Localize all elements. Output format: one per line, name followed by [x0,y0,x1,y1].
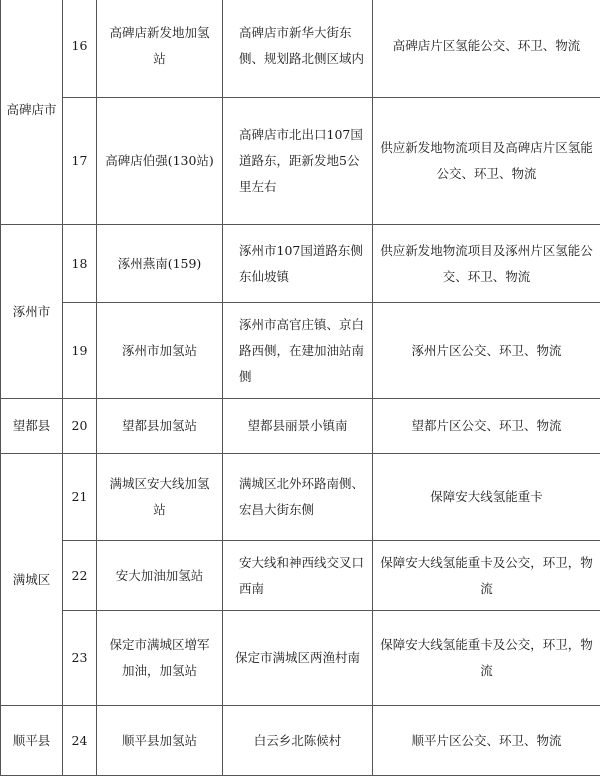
station-number: 22 [63,541,97,611]
station-purpose: 供应新发地物流项目及高碑店片区氢能公交、环卫、物流 [373,98,600,225]
station-name: 高碑店新发地加氢站 [97,0,223,98]
station-location: 安大线和神西线交叉口西南 [223,541,373,611]
station-location: 高碑店市北出口107国道路东，距新发地5公里左右 [223,98,373,225]
station-name: 满城区安大线加氢站 [97,454,223,541]
station-number: 24 [63,706,97,776]
station-name: 涿州市加氢站 [97,303,223,399]
station-purpose: 保障安大线氢能重卡及公交，环卫，物流 [373,541,600,611]
table-row [1,454,600,541]
table-row [1,225,600,303]
station-purpose: 顺平片区公交、环卫、物流 [373,706,600,776]
table-row [1,706,600,776]
region-cell: 高碑店市 [1,0,63,225]
station-location: 涿州市高官庄镇、京白路西侧，在建加油站南侧 [223,303,373,399]
table-row [1,611,600,706]
station-name: 高碑店伯强(130站) [97,98,223,225]
station-location: 涿州市107国道路东侧东仙坡镇 [223,225,373,303]
station-number: 21 [63,454,97,541]
station-location: 白云乡北陈候村 [223,706,373,776]
station-number: 19 [63,303,97,399]
station-name: 保定市满城区增军加油，加氢站 [97,611,223,706]
table-row [1,98,600,225]
station-purpose: 涿州片区公交、环卫、物流 [373,303,600,399]
station-name: 涿州燕南(159) [97,225,223,303]
station-name: 安大加油加氢站 [97,541,223,611]
station-location: 保定市满城区两渔村南 [223,611,373,706]
table-row [1,0,600,98]
station-name: 顺平县加氢站 [97,706,223,776]
station-name: 望都县加氢站 [97,399,223,454]
station-purpose: 望都片区公交、环卫、物流 [373,399,600,454]
station-number: 16 [63,0,97,98]
region-cell: 涿州市 [1,225,63,399]
station-purpose: 供应新发地物流项目及涿州片区氢能公交、环卫、物流 [373,225,600,303]
region-cell: 顺平县 [1,706,63,776]
station-number: 17 [63,98,97,225]
station-number: 23 [63,611,97,706]
region-cell: 望都县 [1,399,63,454]
station-number: 18 [63,225,97,303]
station-location: 满城区北外环路南侧、宏昌大街东侧 [223,454,373,541]
table-row [1,541,600,611]
station-purpose: 保障安大线氢能重卡及公交，环卫，物流 [373,611,600,706]
table-row [1,303,600,399]
station-number: 20 [63,399,97,454]
table-row [1,399,600,454]
station-location: 望都县丽景小镇南 [223,399,373,454]
station-purpose: 保障安大线氢能重卡 [373,454,600,541]
station-location: 高碑店市新华大街东侧、规划路北侧区域内 [223,0,373,98]
station-purpose: 高碑店片区氢能公交、环卫、物流 [373,0,600,98]
region-cell: 满城区 [1,454,63,706]
